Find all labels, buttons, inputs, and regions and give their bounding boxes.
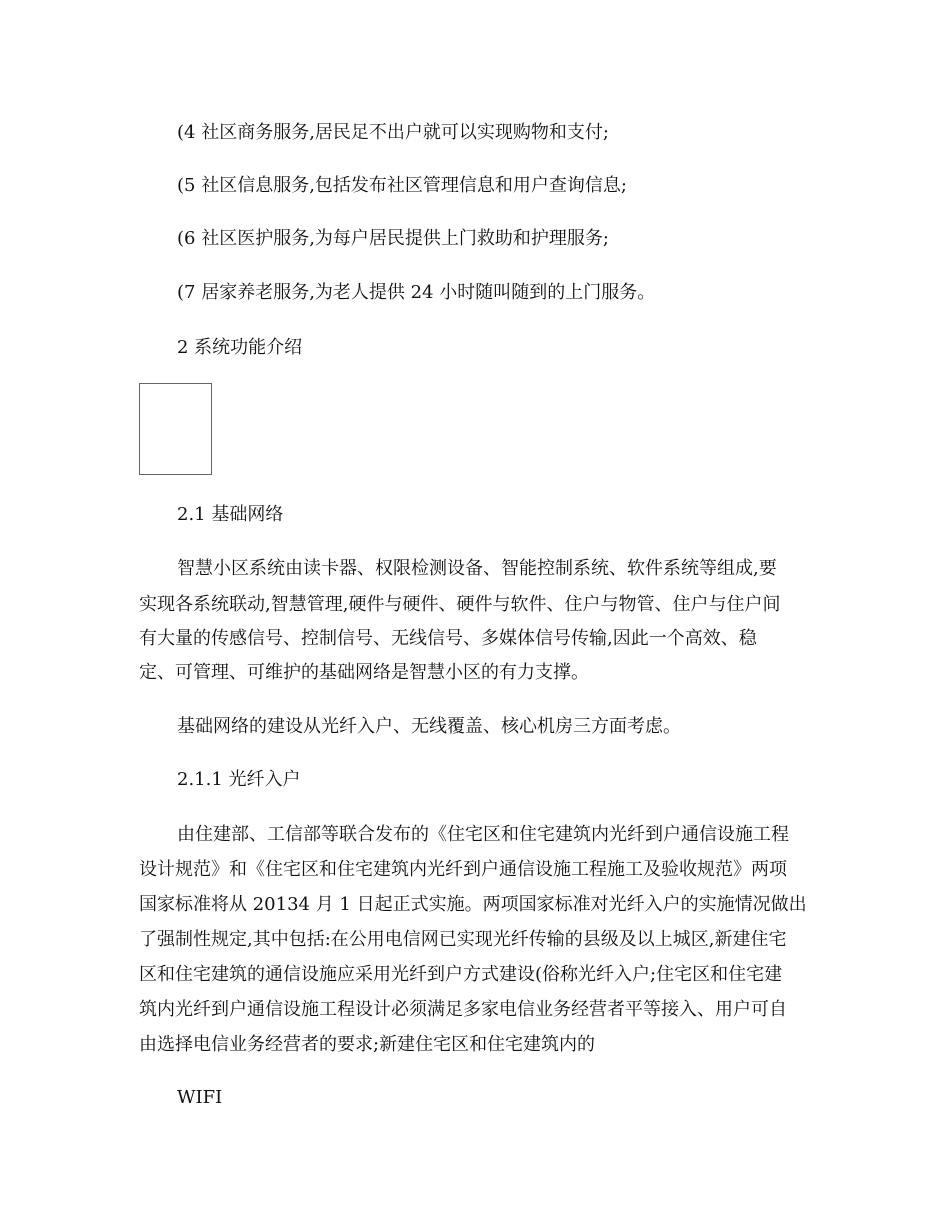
section-heading: 2.1.1 光纤入户 [177,769,301,790]
paragraph-line: 由选择电信业务经营者的要求;新建住宅区和住宅建筑内的 [139,1034,596,1055]
paragraph-line: 定、可管理、可维护的基础网络是智慧小区的有力支撑。 [139,662,589,683]
paragraph-line: 由住建部、工信部等联合发布的《住宅区和住宅建筑内光纤到户通信设施工程 [177,824,789,845]
paragraph-line: 设计规范》和《住宅区和住宅建筑内光纤到户通信设施工程施工及验收规范》两项 [139,859,787,880]
paragraph-line: 国家标准将从 20134 月 1 日起正式实施。两项国家标准对光纤入户的实施情况做出 [139,894,807,915]
list-item: (7 居家养老服务,为老人提供 24 小时随叫随到的上门服务。 [177,282,656,303]
paragraph-fragment: WIFI [177,1087,223,1108]
paragraph-line: 实现各系统联动,智慧管理,硬件与硬件、硬件与软件、住户与物管、住户与住户间 [139,594,781,615]
paragraph-line: 筑内光纤到户通信设施工程设计必须满足多家电信业务经营者平等接入、用户可自 [139,999,787,1020]
list-item: (5 社区信息服务,包括发布社区管理信息和用户查询信息; [177,175,627,196]
paragraph-line: 了强制性规定,其中包括:在公用电信网已实现光纤传输的县级及以上城区,新建住宅 [139,929,787,950]
section-heading: 2 系统功能介绍 [177,337,303,358]
paragraph-line: 区和住宅建筑的通信设施应采用光纤到户方式建设(俗称光纤入户;住宅区和住宅建 [139,964,783,985]
list-item: (4 社区商务服务,居民足不出户就可以实现购物和支付; [177,122,609,143]
paragraph: 基础网络的建设从光纤入户、无线覆盖、核心机房三方面考虑。 [177,716,681,737]
list-item: (6 社区医护服务,为每户居民提供上门救助和护理服务; [177,228,609,249]
paragraph-line: 智慧小区系统由读卡器、权限检测设备、智能控制系统、软件系统等组成,要 [177,558,777,579]
paragraph-line: 有大量的传感信号、控制信号、无线信号、多媒体信号传输,因此一个高效、稳 [139,628,757,649]
image-placeholder [139,383,212,475]
section-heading: 2.1 基础网络 [177,504,284,525]
